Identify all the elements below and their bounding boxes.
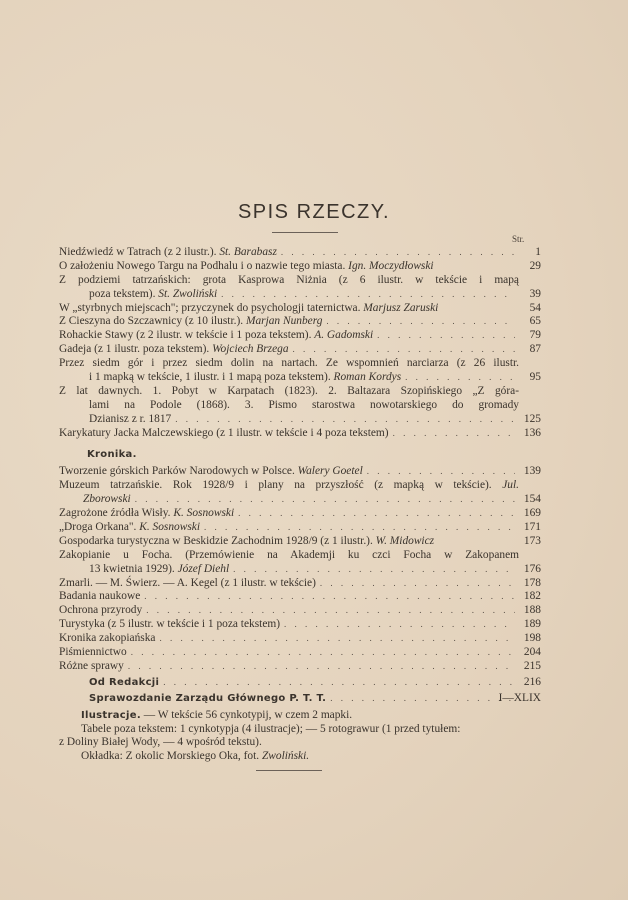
page-column-label: Str. [512,234,525,244]
dot-leader [320,577,515,591]
toc-entry-continuation[interactable] [59,493,541,507]
page-number: 169 [523,507,541,520]
entry-title: Zagrożone źródła Wisły. [59,507,174,520]
entry-author: Ign. Moczydłowski [348,259,434,272]
dot-leader [221,288,515,302]
dot-leader [204,521,515,535]
dot-leader [128,660,515,674]
entry-title: Ochrona przyrody [59,604,143,617]
page-number: 65 [529,315,541,328]
toc-entry[interactable] [59,507,541,521]
page-number: 178 [523,576,541,589]
entry-title: Turystyka (z 5 ilustr. w tekście i 1 poza tekstem) [59,618,281,631]
end-divider [256,770,322,771]
toc-entry[interactable] [59,576,541,591]
entry-title: Badania naukowe [59,590,141,603]
dot-leader [233,563,515,577]
entry-title: lami na Podole (1868). 3. Pismo starostwa nowotarskiego do gromady [89,398,519,411]
dot-leader [293,343,515,357]
toc-entry[interactable] [59,521,541,535]
page-number: 173 [523,534,541,547]
illustrations-label: Ilustracje. [81,709,141,721]
illustrations-text: — W tekście 56 cynkotypij, w czem 2 mapki. [140,708,353,721]
toc-entry[interactable] [59,259,541,274]
entry-title: Dzianisz z r. 1817 [89,412,172,425]
page-number: 215 [523,659,541,672]
dot-leader [146,604,515,618]
entry-title: i 1 mapką w tekście, 1 ilustr. i 1 mapą poza tekstem). [89,371,334,384]
page-number: 189 [523,618,541,631]
page-number: 95 [529,371,541,384]
page-number: 216 [523,675,541,688]
entry-title: Z Cieszyna do Szczawnicy (z 10 ilustr.). [59,315,246,328]
dot-leader [393,427,515,441]
toc-entry[interactable] [59,246,541,260]
entry-author: K. Sosnowski [139,521,201,534]
dot-leader [238,507,515,521]
dot-leader [405,371,515,385]
illustrations-text: Tabele poza tekstem: 1 cynkotypja (4 ilustracje); — 5 rotograwur (1 przed tytułem: [81,722,461,735]
page-number: 154 [523,493,541,506]
toc-entry[interactable] [59,465,541,479]
entry-title: Różne sprawy [59,659,124,672]
entry-author: Roman Kordys [333,371,402,384]
entry-title: Niedźwiedź w Tatrach (z 2 ilustr.). [59,246,220,258]
dot-leader [163,676,515,690]
page-number: 136 [523,426,541,439]
entry-author: K. Sosnowski [173,507,235,520]
entry-author: Zborowski [83,493,131,506]
cover-note [59,750,519,764]
toc-entry[interactable] [59,632,541,646]
entry-title: „Droga Orkana". [59,521,140,534]
entry-title: 13 kwietnia 1929). [89,562,178,575]
page-number: 188 [523,604,541,617]
dot-leader [159,632,515,646]
toc-entry-sprawozdanie[interactable] [59,691,541,706]
entry-author: Marjan Nunberg [245,315,323,328]
entry-title: Przez siedm gór i przez siedm dolin na nartach. Ze wspomnień narciarza (z 26 ilustr. [59,357,519,370]
toc-entry[interactable] [59,329,541,343]
entry-author: St. Barabasz [219,246,277,258]
entry-author: Wojciech Brzega [212,343,289,356]
toc-entry[interactable] [59,343,541,357]
illustrations-note [59,709,519,723]
section-heading-kronika: Kronika. [87,449,137,461]
page-number: 125 [523,412,541,425]
page-title: SPIS RZECZY. [237,201,391,223]
toc-entry-line[interactable] [59,479,519,493]
cover-author: Zwoliński. [261,750,310,763]
dot-leader [367,465,515,479]
entry-title: poza tekstem). [89,287,159,300]
page-number: I—XLIX [498,691,541,704]
entry-title: Gadeja (z 1 ilustr. poza tekstem). [59,343,213,356]
toc-entry-continuation[interactable] [59,562,541,577]
entry-title: Z lat dawnych. 1. Pobyt w Karpatach (1823). 2. Baltazara Szopińskiego „Z góra- [59,384,519,397]
page-number: 198 [523,632,541,645]
entry-author: Walery Goetel [297,465,363,478]
entry-title: Karykatury Jacka Malczewskiego (z 1 ilustr. w tekście i 4 poza tekstem) [59,426,389,439]
page-number: 182 [523,590,541,603]
page-number: 29 [529,259,541,272]
toc-entry-line[interactable] [59,357,519,371]
toc-entry[interactable] [59,301,541,316]
dot-leader [131,646,515,660]
title-divider [272,232,338,233]
page-number: 139 [523,465,541,478]
toc-entry-continuation[interactable] [59,399,519,413]
entry-title: Piśmiennictwo [59,646,127,659]
page-number: 79 [529,329,541,342]
entry-title: Rohackie Stawy (z 2 ilustr. w tekście i 1 poza tekstem). [59,329,315,342]
toc-entry-continuation[interactable] [59,412,541,427]
page-number: 87 [529,343,541,356]
dot-leader [284,618,515,632]
dot-leader [377,329,515,343]
entry-author: W. Midowicz [375,534,435,547]
entry-title: W „styrbnych miejscach"; przyczynek do psychologji taternictwa. [59,301,364,314]
page-number: 1 [535,246,541,258]
entry-title: Gospodarka turystyczna w Beskidzie Zachodnim 1928/9 (z 1 ilustr.). [59,534,376,547]
page-number: 204 [523,646,541,659]
toc-entry-od-redakcji[interactable] [59,675,541,690]
toc-entry[interactable] [59,590,541,604]
toc-entry-continuation[interactable] [59,371,541,385]
entry-title: Zmarli. — M. Świerz. — A. Kegel (z 1 ilustr. w tekście) [59,576,316,589]
page-number: 171 [523,521,541,534]
cover-text: Okładka: Z okolic Morskiego Oka, fot. [81,750,262,763]
entry-title: Z podziemi tatrzańskich: grota Kasprowa Niżnia (z 6 ilustr. w tekście i mapą [59,273,519,286]
toc-entry[interactable] [59,659,541,674]
entry-title: Tworzenie górskich Parków Narodowych w Polsce. [59,465,298,478]
entry-title: Sprawozdanie Zarządu Głównego P. T. T. [89,692,327,704]
entry-title: O założeniu Nowego Targu na Podhalu i o nazwie tego miasta. [59,259,349,272]
dot-leader [326,315,515,329]
entry-author: Jul. [502,479,519,492]
dot-leader [144,590,515,604]
entry-author: A. Gadomski [314,329,374,342]
page-number: 39 [529,287,541,300]
entry-title: Od Redakcji [89,676,160,688]
toc-entry-continuation[interactable] [59,287,541,302]
entry-title: Kronika zakopiańska [59,632,156,645]
illustrations-text: z Doliny Białej Wody, — 4 wpośród tekstu). [59,736,262,749]
toc-entry[interactable] [59,604,541,618]
entry-title: Muzeum tatrzańskie. Rok 1928/9 i plany na przyszłość (z mapką w tekście). [59,479,503,492]
entry-author: Józef Diehl [177,562,230,575]
page-number: 176 [523,562,541,575]
table-of-contents [59,246,541,764]
toc-entry[interactable] [59,646,541,660]
dot-leader [281,246,515,260]
page-number: 54 [529,301,541,314]
toc-entry[interactable] [59,315,541,329]
entry-author: Marjusz Zaruski [363,301,439,314]
toc-entry-line[interactable] [59,274,519,288]
dot-leader [135,493,515,507]
toc-entry[interactable] [59,534,541,549]
toc-entry[interactable] [59,618,541,632]
toc-entry-line[interactable] [59,385,519,399]
entry-author: St. Zwoliński [158,287,218,300]
dot-leader [175,413,515,427]
toc-entry-line[interactable] [59,549,519,563]
toc-entry[interactable] [59,426,541,441]
entry-title: Zakopianie u Focha. (Przemówienie na Akademji ku czci Focha w Zakopanem [59,548,519,561]
